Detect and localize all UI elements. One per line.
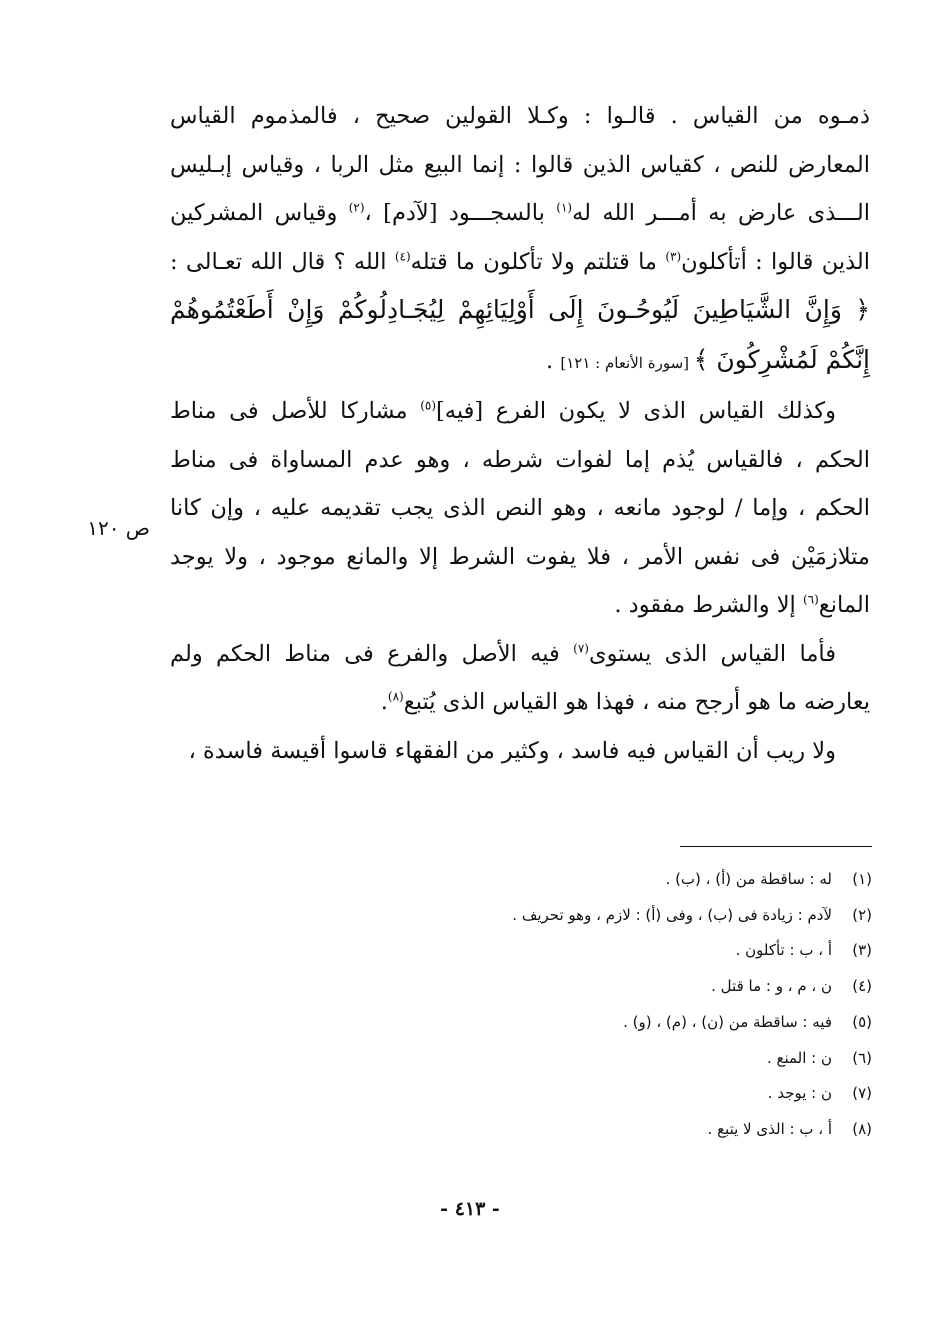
footnote-ref-3: (٣) xyxy=(665,249,682,263)
footnote-ref-8: (٨) xyxy=(387,689,404,704)
footnote-ref-4: (٤) xyxy=(394,249,411,263)
paragraph-4: ولا ريب أن القياس فيه فاسد ، وكثير من الفقهاء قاسوا أقيسة فاسدة ، xyxy=(188,737,836,764)
footnote-6: (٦)ن : المنع . xyxy=(766,1048,872,1067)
paragraph-2: وكذلك القياس الذى لا يكون الفرع [فيه]$^{(٥)}$ مشاركا للأصل فى مناط الحكم ، فالقياس يُذم إما لفوات شرطه ، وهو عدم المساواة فى مناط الحكم ، وإما / لوجود مانعه ، وهو النص الذى يجب تقديمه عليه ، وإن كانا متلازمَيْن فى نفس الأمر ، فلا يفوت الشرط إلا والمانع موجود ، ولا يوجد المانع$^{(٦)}$ إلا والشرط مفقود . xyxy=(170,398,870,618)
footnote-ref-6: (٦) xyxy=(802,592,819,607)
page-number: - ٤١٣ - xyxy=(440,1198,500,1220)
footnote-7: (٧)ن : يوجد . xyxy=(767,1084,872,1103)
footnote-4: (٤)ن ، م ، و : ما قتل . xyxy=(711,977,872,996)
footnote-1: (١)له : ساقطة من (أ) ، (ب) . xyxy=(665,870,872,888)
main-text xyxy=(170,92,870,775)
paragraph-3: فأما القياس الذى يستوى$^{(٧)}$ فيه الأصل والفرع فى مناط الحكم ولم يعارضه ما هو أرجح منه ، فهذا هو القياس الذى يُتبع$^{(٨)}$. xyxy=(170,640,870,715)
paragraph-1: ذمـوه من القياس . قالـوا : وكـلا القولين صحيح ، فالمذموم القياس المعارض للنص ، كقياس الذين قالوا : إنما البيع مثل الربا ، وقياس إبـليس الـــذى عارض به أمـــر الله له$^{(١)}$ بالسجـــود [لآدم] ،$^{(٢)}$ وقياس المشركين الذين قالوا : أتأكلون$^{(٣)}$ ما قتلتم ولا تأكلون ما قتله$^{(٤)}$ الله ؟ قال الله تعـالى : ﴿ وَإِنَّ الشَّيَاطِينَ لَيُوحُـونَ إِلَى أَوْلِيَائِهِمْ لِيُجَـادِلُوكُمْ وَإِنْ أَطَعْتُمُوهُمْ إِنَّكُمْ لَمُشْرِكُونَ ﴾ [سورة الأنعام : ١٢١] . xyxy=(170,103,870,374)
footnote-8: (٨)أ ، ب : الذى لا يتبع . xyxy=(707,1119,872,1138)
footnote-ref-1: (١) xyxy=(556,200,573,215)
footnote-2: (٢)لآدم : زيادة فى (ب) ، وفى (أ) : لازم ، وهو تحريف . xyxy=(512,905,872,924)
footnote-3: (٣)أ ، ب : تأكلون . xyxy=(735,941,872,960)
quran-verse: ﴿ وَإِنَّ الشَّيَاطِينَ لَيُوحُـونَ إِلَى أَوْلِيَائِهِمْ لِيُجَـادِلُوكُمْ وَإِنْ أَطَعْتُمُوهُمْ إِنَّكُمْ لَمُشْرِكُونَ ﴾ xyxy=(170,295,870,374)
footnote-separator xyxy=(680,846,872,847)
footnote-5: (٥)فيه : ساقطة من (ن) ، (م) ، (و) . xyxy=(623,1012,872,1031)
footnote-ref-5: (٥) xyxy=(420,398,437,413)
margin-page-reference: ص ١٢٠ xyxy=(87,516,150,540)
surah-reference: [سورة الأنعام : ١٢١] xyxy=(560,353,694,372)
footnote-ref-7: (٧) xyxy=(573,641,589,655)
footnote-ref-2: (٢) xyxy=(348,200,365,215)
footnotes xyxy=(300,862,872,1148)
